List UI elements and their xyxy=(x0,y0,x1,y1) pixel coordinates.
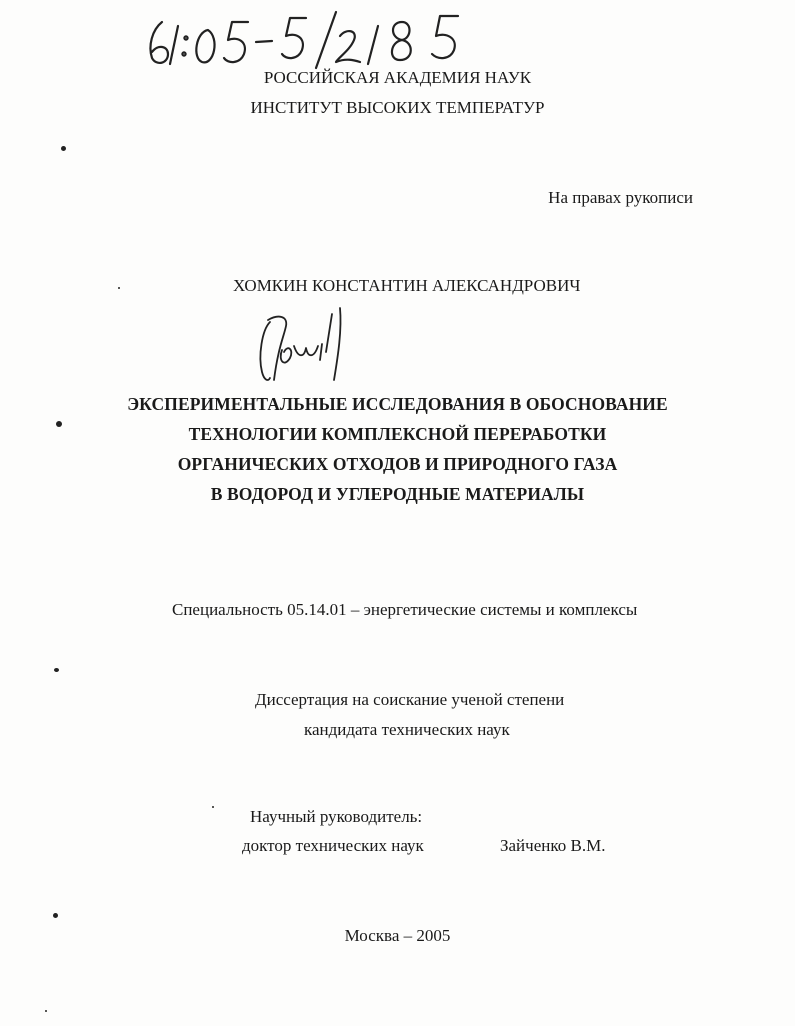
institute-name: ИНСТИТУТ ВЫСОКИХ ТЕМПЕРАТУР xyxy=(250,98,545,117)
supervisor-degree: доктор технических наук xyxy=(242,836,424,855)
handwritten-archive-number xyxy=(140,8,500,70)
dissertation-line-1: Диссертация на соискание ученой степени xyxy=(255,690,565,709)
supervisor-name: Зайченко В.М. xyxy=(500,836,606,855)
dissertation-line-2: кандидата технических наук xyxy=(304,720,510,739)
supervisor-label: Научный руководитель: xyxy=(250,807,423,826)
title-line-2: ТЕХНОЛОГИИ КОМПЛЕКСНОЙ ПЕРЕРАБОТКИ xyxy=(188,424,607,444)
scan-speck xyxy=(53,913,58,918)
rights-note: На правах рукописи xyxy=(548,188,693,207)
author-name: ХОМКИН КОНСТАНТИН АЛЕКСАНДРОВИЧ xyxy=(233,276,581,295)
specialty: Специальность 05.14.01 – энергетические системы и комплексы xyxy=(172,600,638,619)
academy-name: РОССИЙСКАЯ АКАДЕМИЯ НАУК xyxy=(263,68,532,87)
title-line-4: В ВОДОРОД И УГЛЕРОДНЫЕ МАТЕРИАЛЫ xyxy=(210,484,585,504)
title-line-3: ОРГАНИЧЕСКИХ ОТХОДОВ И ПРИРОДНОГО ГАЗА xyxy=(177,454,618,474)
title-line-1: ЭКСПЕРИМЕНТАЛЬНЫЕ ИССЛЕДОВАНИЯ В ОБОСНОВАНИЕ xyxy=(127,394,668,414)
author-signature xyxy=(248,300,358,390)
place-year: Москва – 2005 xyxy=(344,926,451,945)
scan-speck xyxy=(54,668,59,672)
scan-speck xyxy=(212,806,214,808)
scan-speck xyxy=(118,287,120,289)
scan-speck xyxy=(56,421,62,427)
scan-speck xyxy=(45,1010,47,1012)
scan-speck xyxy=(61,146,66,151)
